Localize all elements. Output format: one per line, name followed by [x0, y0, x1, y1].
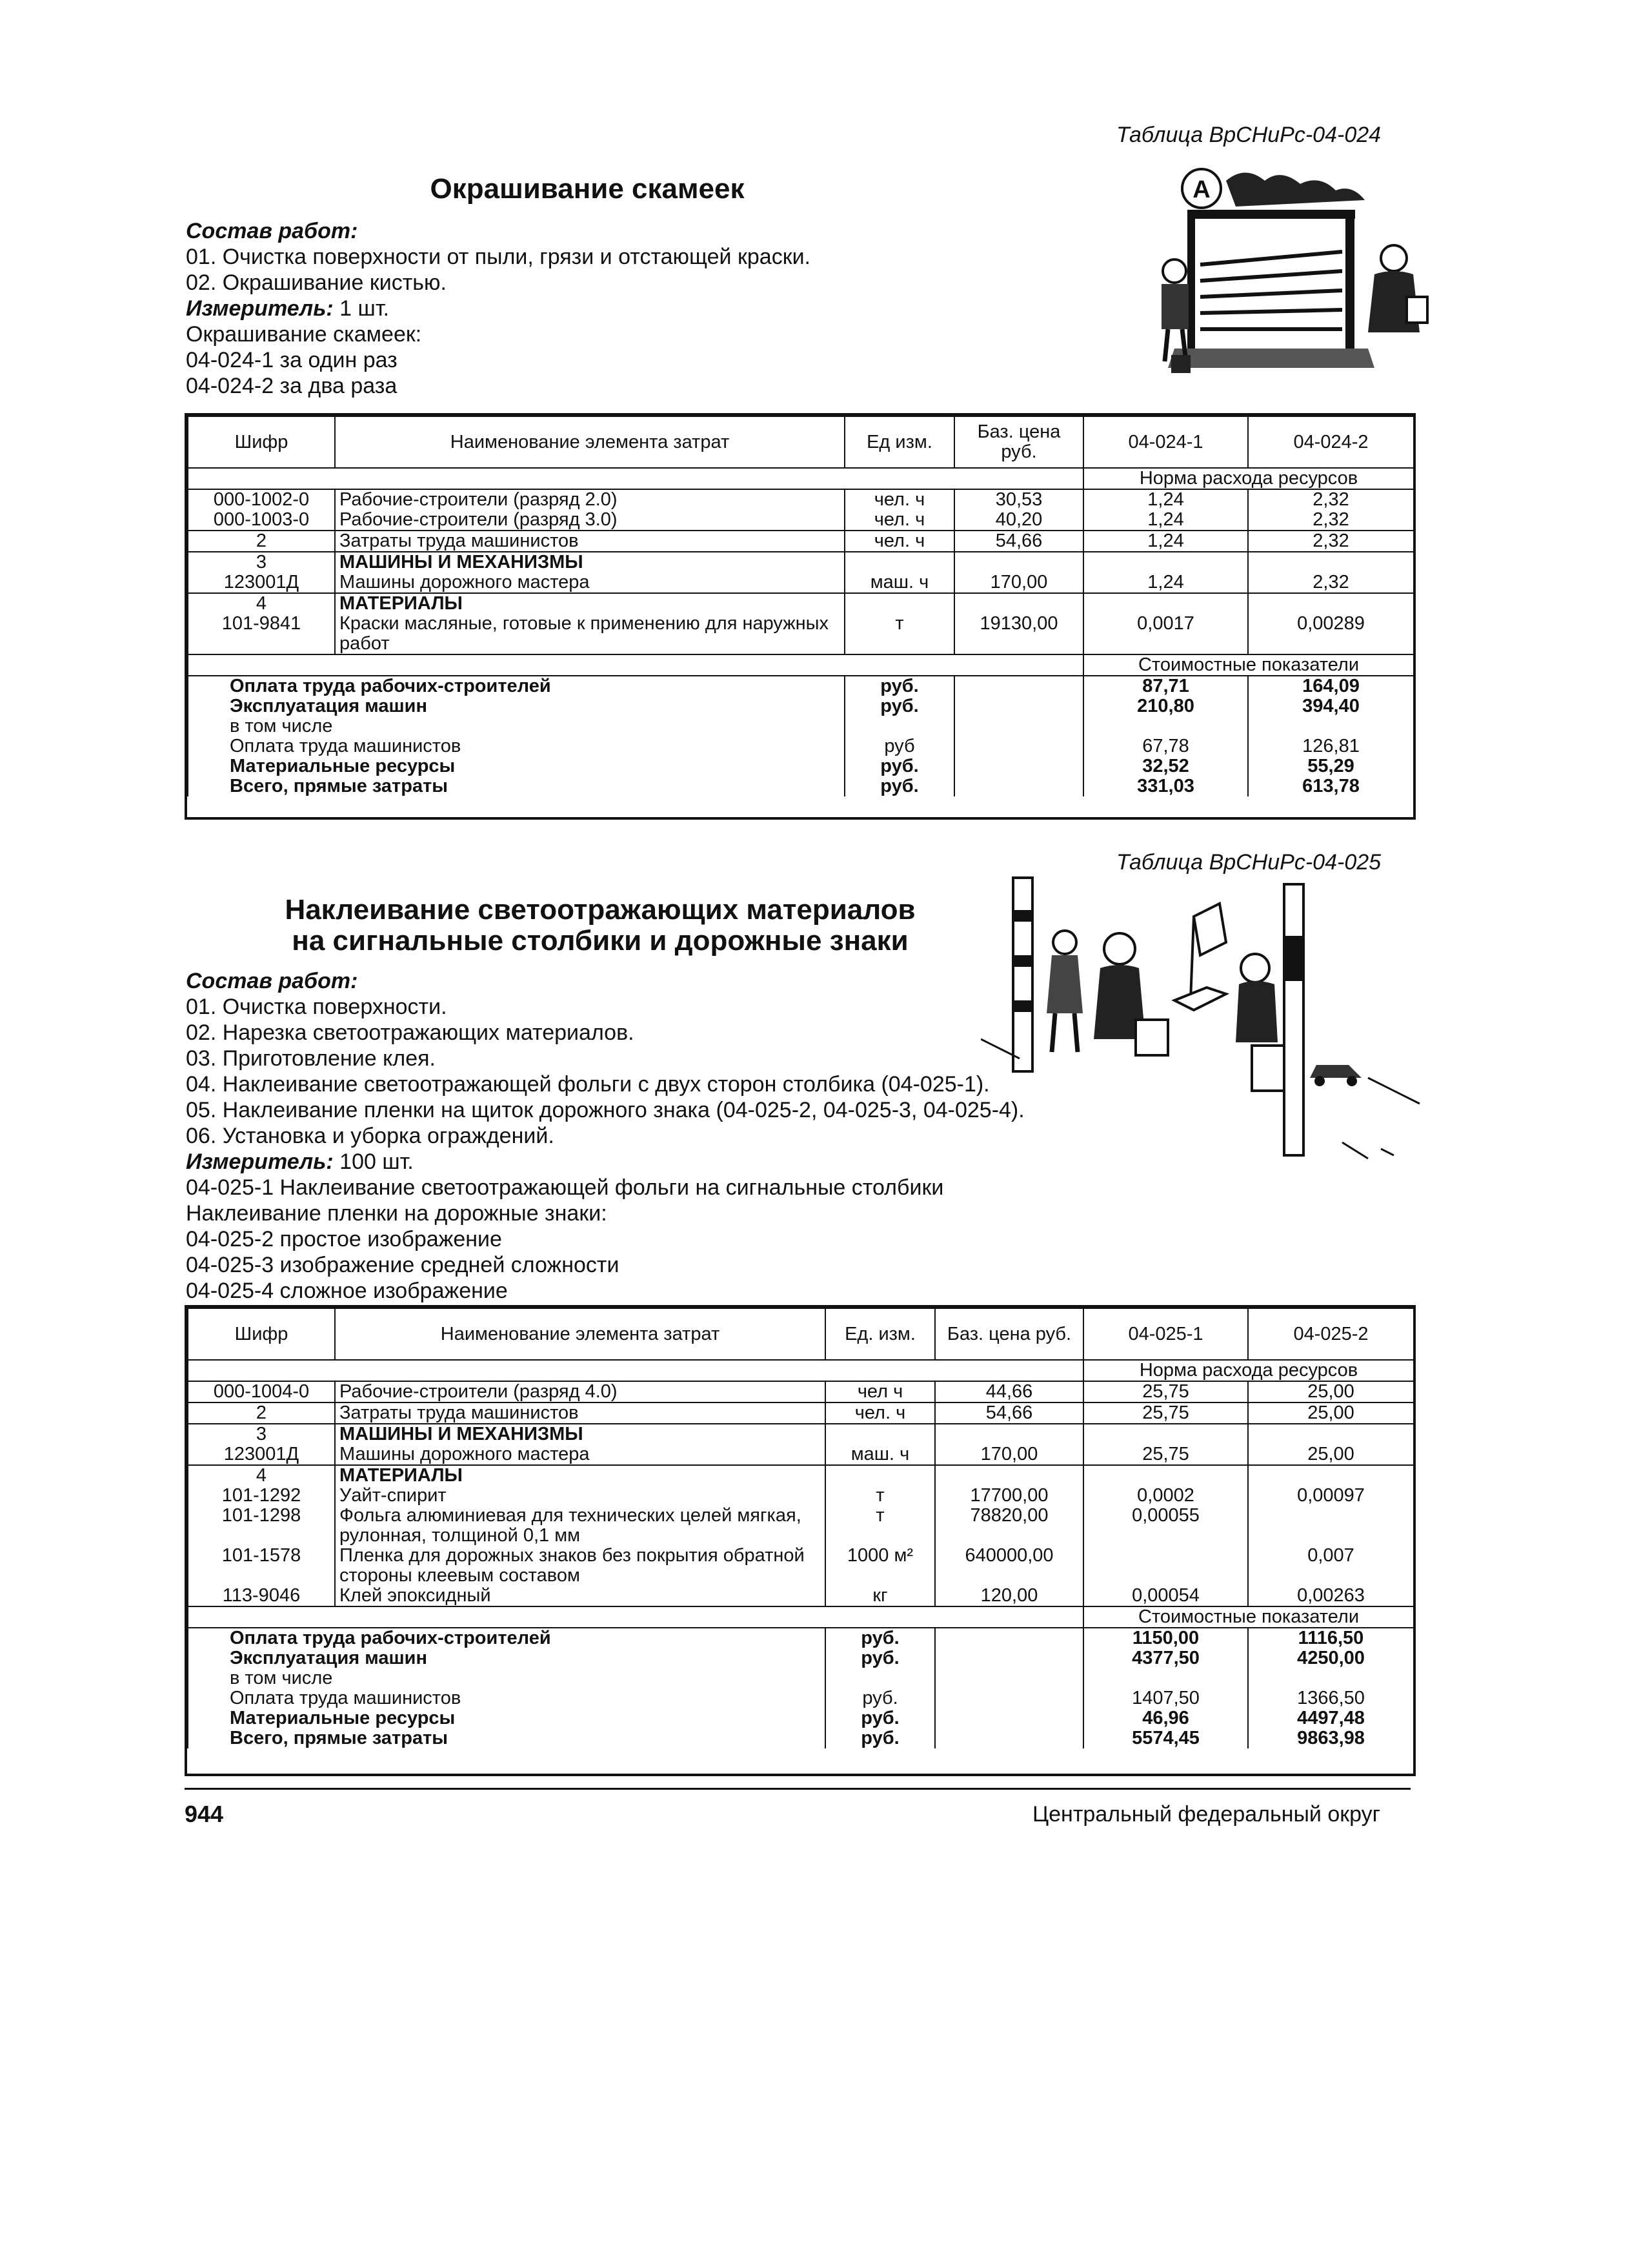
- cell-code: 4: [188, 593, 335, 614]
- intro-line: [186, 373, 810, 399]
- table-row: [188, 1465, 1414, 1486]
- intro-text: Наклеивание пленки на дорожные знаки:: [186, 1201, 607, 1226]
- intro-text: 01. Очистка поверхности от пыли, грязи и отстающей краски.: [186, 245, 811, 269]
- cost-price-empty: [954, 716, 1083, 736]
- cost-row: [188, 1728, 1414, 1748]
- intro-line: [186, 1200, 1025, 1226]
- cell-name: Рабочие-строители (разряд 2.0): [335, 489, 845, 510]
- cost-unit: руб.: [825, 1688, 935, 1708]
- cost-name: Всего, прямые затраты: [188, 1728, 825, 1748]
- cell-code: 000-1002-0: [188, 489, 335, 510]
- cell-value-1: [1083, 593, 1248, 614]
- column-header: Шифр: [188, 1308, 335, 1360]
- intro-heading: Измеритель:: [186, 1149, 334, 1174]
- cell-value-2: 25,00: [1248, 1402, 1414, 1424]
- table-header-row: [188, 416, 1414, 468]
- intro-value: 100 шт.: [333, 1149, 414, 1174]
- table-band-row: [188, 654, 1414, 676]
- cell-value-2: [1248, 1424, 1414, 1444]
- intro-value: 1 шт.: [333, 296, 390, 321]
- cell-price: 78820,00: [935, 1506, 1083, 1546]
- cost-value-2: 1366,50: [1248, 1688, 1414, 1708]
- cost-value-1: 5574,45: [1083, 1728, 1248, 1748]
- cost-row: [188, 756, 1414, 776]
- table-band-row: [188, 1360, 1414, 1381]
- column-header: Ед. изм.: [825, 1308, 935, 1360]
- intro-line: [186, 347, 810, 373]
- section-title-1: Окрашивание скамеек: [430, 173, 745, 205]
- resource-table-2: [185, 1305, 1416, 1776]
- cell-price: [954, 552, 1083, 572]
- cost-name: Материальные ресурсы: [188, 756, 845, 776]
- cost-name: в том числе: [188, 716, 845, 736]
- cost-row: [188, 1688, 1414, 1708]
- cell-name: Клей эпоксидный: [335, 1586, 825, 1606]
- cell-price: 54,66: [935, 1402, 1083, 1424]
- resource-table-1: [185, 413, 1416, 820]
- cost-price-empty: [935, 1628, 1083, 1648]
- cost-price-empty: [935, 1648, 1083, 1668]
- cell-unit: [825, 1465, 935, 1486]
- svg-text:A: A: [1192, 176, 1211, 203]
- column-header: 04-024-2: [1248, 416, 1414, 468]
- cell-unit: [845, 593, 954, 614]
- cell-unit: маш. ч: [845, 572, 954, 593]
- table-row: [188, 489, 1414, 510]
- intro-text: 04-025-2 простое изображение: [186, 1227, 502, 1251]
- cost-price-empty: [935, 1708, 1083, 1728]
- cell-unit: т: [825, 1506, 935, 1546]
- cell-code: 2: [188, 1402, 335, 1424]
- table-row: [188, 1381, 1414, 1402]
- cell-value-1: 0,00054: [1083, 1586, 1248, 1606]
- cell-price: 40,20: [954, 510, 1083, 531]
- cell-value-2: 2,32: [1248, 531, 1414, 552]
- cell-name: Пленка для дорожных знаков без покрытия обратной стороны клеевым составом: [335, 1546, 825, 1586]
- cost-unit: руб.: [845, 756, 954, 776]
- cost-row: [188, 736, 1414, 756]
- column-header: Баз. цена руб.: [954, 416, 1083, 468]
- intro-list-1: [186, 218, 810, 399]
- cost-unit: руб.: [825, 1628, 935, 1648]
- cost-value-2: 4497,48: [1248, 1708, 1414, 1728]
- cost-value-1: [1083, 1668, 1248, 1688]
- cell-value-1: [1083, 1546, 1248, 1586]
- cost-name: Оплата труда машинистов: [188, 736, 845, 756]
- cost-value-1: 331,03: [1083, 776, 1248, 796]
- cell-price: 640000,00: [935, 1546, 1083, 1586]
- section-title-2: [206, 895, 994, 957]
- cost-unit: руб.: [845, 676, 954, 696]
- road-sign-workers-illustration: [981, 871, 1445, 1168]
- cost-name: Всего, прямые затраты: [188, 776, 845, 796]
- cell-value-2: [1248, 1465, 1414, 1486]
- intro-line: [186, 244, 810, 270]
- table-row: [188, 1506, 1414, 1546]
- cost-value-2: 126,81: [1248, 736, 1414, 756]
- intro-text: 01. Очистка поверхности.: [186, 995, 447, 1019]
- cell-name: МАШИНЫ И МЕХАНИЗМЫ: [335, 1424, 825, 1444]
- intro-line: [186, 1226, 1025, 1252]
- cost-name: Эксплуатация машин: [188, 696, 845, 716]
- cell-value-2: [1248, 593, 1414, 614]
- cell-price: 30,53: [954, 489, 1083, 510]
- cell-unit: кг: [825, 1586, 935, 1606]
- cost-value-1: 1407,50: [1083, 1688, 1248, 1708]
- cell-value-1: 1,24: [1083, 572, 1248, 593]
- cost-row: [188, 776, 1414, 796]
- cell-name: Машины дорожного мастера: [335, 572, 845, 593]
- cost-value-2: 55,29: [1248, 756, 1414, 776]
- cell-unit: чел. ч: [845, 489, 954, 510]
- cost-value-2: 4250,00: [1248, 1648, 1414, 1668]
- intro-line: [186, 1020, 1025, 1046]
- cell-code: 101-1578: [188, 1546, 335, 1586]
- cell-value-1: [1083, 1465, 1248, 1486]
- cost-price-empty: [954, 756, 1083, 776]
- intro-line: [186, 1097, 1025, 1123]
- cost-value-1: 210,80: [1083, 696, 1248, 716]
- cell-code: 123001Д: [188, 1444, 335, 1465]
- cell-code: 101-9841: [188, 614, 335, 654]
- cell-value-1: 0,0002: [1083, 1486, 1248, 1506]
- bench-painting-illustration: [1149, 161, 1452, 394]
- cost-name: в том числе: [188, 1668, 825, 1688]
- table-row: [188, 1486, 1414, 1506]
- cell-code: 2: [188, 531, 335, 552]
- cell-value-1: 25,75: [1083, 1444, 1248, 1465]
- cell-value-1: 1,24: [1083, 489, 1248, 510]
- intro-line: [186, 968, 1025, 994]
- cell-value-1: 0,0017: [1083, 614, 1248, 654]
- column-header: Шифр: [188, 416, 335, 468]
- cell-price: 170,00: [954, 572, 1083, 593]
- cell-price: 44,66: [935, 1381, 1083, 1402]
- cost-name: Материальные ресурсы: [188, 1708, 825, 1728]
- cell-price: 170,00: [935, 1444, 1083, 1465]
- cell-name: МАТЕРИАЛЫ: [335, 1465, 825, 1486]
- footer-region: Центральный федеральный округ: [1032, 1802, 1381, 1827]
- cost-row: [188, 716, 1414, 736]
- column-header: Наименование элемента затрат: [335, 1308, 825, 1360]
- cell-value-2: 0,00289: [1248, 614, 1414, 654]
- cell-name: Уайт-спирит: [335, 1486, 825, 1506]
- cell-value-2: 0,00263: [1248, 1586, 1414, 1606]
- table-row: [188, 572, 1414, 593]
- cost-name: Оплата труда рабочих-строителей: [188, 676, 845, 696]
- table-row: [188, 1546, 1414, 1586]
- cost-value-1: 87,71: [1083, 676, 1248, 696]
- cell-unit: чел. ч: [845, 510, 954, 531]
- band-label: Норма расхода ресурсов: [1083, 468, 1414, 489]
- cost-value-1: 46,96: [1083, 1708, 1248, 1728]
- cell-value-1: [1083, 552, 1248, 572]
- cost-unit: руб.: [825, 1708, 935, 1728]
- table-row: [188, 552, 1414, 572]
- column-header: 04-025-2: [1248, 1308, 1414, 1360]
- cell-price: 120,00: [935, 1586, 1083, 1606]
- intro-text: Окрашивание скамеек:: [186, 322, 422, 347]
- cell-value-1: 0,00055: [1083, 1506, 1248, 1546]
- cell-unit: 1000 м²: [825, 1546, 935, 1586]
- cell-name: Машины дорожного мастера: [335, 1444, 825, 1465]
- intro-text: 04-025-1 Наклеивание светоотражающей фольги на сигнальные столбики: [186, 1175, 944, 1200]
- intro-heading: Измеритель:: [186, 296, 334, 321]
- cost-value-2: 164,09: [1248, 676, 1414, 696]
- cost-price-empty: [954, 736, 1083, 756]
- band-label: Норма расхода ресурсов: [1083, 1360, 1414, 1381]
- cell-value-2: 25,00: [1248, 1381, 1414, 1402]
- intro-line: [186, 1071, 1025, 1097]
- cost-row: [188, 676, 1414, 696]
- table-row: [188, 614, 1414, 654]
- table-row: [188, 510, 1414, 531]
- cell-name: МАШИНЫ И МЕХАНИЗМЫ: [335, 552, 845, 572]
- table-row: [188, 1402, 1414, 1424]
- table-row: [188, 1424, 1414, 1444]
- cost-unit: руб.: [825, 1728, 935, 1748]
- intro-text: 04-025-4 сложное изображение: [186, 1279, 508, 1303]
- cost-row: [188, 696, 1414, 716]
- cost-unit: [825, 1668, 935, 1688]
- cost-name: Эксплуатация машин: [188, 1648, 825, 1668]
- table-row: [188, 1586, 1414, 1606]
- cell-unit: [845, 552, 954, 572]
- cost-value-1: 1150,00: [1083, 1628, 1248, 1648]
- intro-heading: Состав работ:: [186, 219, 358, 243]
- cost-price-empty: [954, 696, 1083, 716]
- cell-value-2: 2,32: [1248, 510, 1414, 531]
- intro-line: [186, 270, 810, 296]
- intro-text: 05. Наклеивание пленки на щиток дорожного знака (04-025-2, 04-025-3, 04-025-4).: [186, 1098, 1025, 1122]
- cell-code: 3: [188, 1424, 335, 1444]
- cell-price: [935, 1424, 1083, 1444]
- cost-unit: руб: [845, 736, 954, 756]
- cost-value-1: 67,78: [1083, 736, 1248, 756]
- intro-text: 04-024-2 за два раза: [186, 374, 397, 398]
- cost-name: Оплата труда рабочих-строителей: [188, 1628, 825, 1648]
- section-title-2-line2: на сигнальные столбики и дорожные знаки: [292, 925, 909, 957]
- cell-value-2: 0,007: [1248, 1546, 1414, 1586]
- cost-row: [188, 1648, 1414, 1668]
- cost-value-2: 1116,50: [1248, 1628, 1414, 1648]
- band-spacer: [188, 1360, 1083, 1381]
- intro-text: 02. Нарезка светоотражающих материалов.: [186, 1020, 634, 1045]
- intro-text: 06. Установка и уборка ограждений.: [186, 1124, 554, 1148]
- cell-code: 000-1004-0: [188, 1381, 335, 1402]
- intro-line: [186, 1046, 1025, 1071]
- cell-code: 3: [188, 552, 335, 572]
- cell-value-2: 25,00: [1248, 1444, 1414, 1465]
- table-band-row: [188, 468, 1414, 489]
- cell-value-1: 25,75: [1083, 1402, 1248, 1424]
- cost-value-1: 32,52: [1083, 756, 1248, 776]
- cost-price-empty: [935, 1668, 1083, 1688]
- cost-value-2: 9863,98: [1248, 1728, 1414, 1748]
- cell-code: 123001Д: [188, 572, 335, 593]
- band-spacer: [188, 468, 1083, 489]
- section-title-2-line1: Наклеивание светоотражающих материалов: [285, 894, 916, 926]
- intro-heading: Состав работ:: [186, 969, 358, 993]
- cost-value-1: 4377,50: [1083, 1648, 1248, 1668]
- table-row: [188, 531, 1414, 552]
- cell-price: 17700,00: [935, 1486, 1083, 1506]
- cell-name: Затраты труда машинистов: [335, 1402, 825, 1424]
- intro-line: [186, 296, 810, 321]
- cell-unit: маш. ч: [825, 1444, 935, 1465]
- table-band-row: [188, 1606, 1414, 1628]
- cell-name: Фольга алюминиевая для технических целей мягкая, рулонная, толщиной 0,1 мм: [335, 1506, 825, 1546]
- column-header: Наименование элемента затрат: [335, 416, 845, 468]
- band-spacer: [188, 1606, 1083, 1628]
- cost-value-2: [1248, 1668, 1414, 1688]
- cost-unit: руб.: [845, 696, 954, 716]
- intro-line: [186, 1123, 1025, 1149]
- intro-list-2: [186, 968, 1025, 1304]
- cell-value-1: 25,75: [1083, 1381, 1248, 1402]
- band-spacer: [188, 654, 1083, 676]
- intro-line: [186, 218, 810, 244]
- intro-text: 04-024-1 за один раз: [186, 348, 397, 372]
- cell-code: 113-9046: [188, 1586, 335, 1606]
- cost-price-empty: [954, 676, 1083, 696]
- intro-text: 04-025-3 изображение средней сложности: [186, 1253, 619, 1277]
- cell-price: 54,66: [954, 531, 1083, 552]
- intro-line: [186, 1278, 1025, 1304]
- cost-unit: руб.: [845, 776, 954, 796]
- cell-price: 19130,00: [954, 614, 1083, 654]
- cell-price: [935, 1465, 1083, 1486]
- cell-unit: чел. ч: [825, 1402, 935, 1424]
- column-header: 04-025-1: [1083, 1308, 1248, 1360]
- cost-row: [188, 1628, 1414, 1648]
- cell-name: Затраты труда машинистов: [335, 531, 845, 552]
- cost-row: [188, 1668, 1414, 1688]
- table-label-2: Таблица ВрСНиРс-04-025: [1116, 850, 1382, 875]
- table-header-row: [188, 1308, 1414, 1360]
- cost-name: Оплата труда машинистов: [188, 1688, 825, 1708]
- intro-line: [186, 321, 810, 347]
- cell-unit: т: [845, 614, 954, 654]
- intro-line: [186, 1175, 1025, 1200]
- column-header: 04-024-1: [1083, 416, 1248, 468]
- column-header: Баз. цена руб.: [935, 1308, 1083, 1360]
- cell-code: 000-1003-0: [188, 510, 335, 531]
- footer-rule: [185, 1788, 1411, 1790]
- cell-unit: т: [825, 1486, 935, 1506]
- cell-code: 101-1292: [188, 1486, 335, 1506]
- cell-value-1: 1,24: [1083, 531, 1248, 552]
- cell-price: [954, 593, 1083, 614]
- intro-text: 03. Приготовление клея.: [186, 1046, 436, 1071]
- cell-code: 101-1298: [188, 1506, 335, 1546]
- cell-value-1: 1,24: [1083, 510, 1248, 531]
- intro-line: [186, 994, 1025, 1020]
- cost-value-2: 613,78: [1248, 776, 1414, 796]
- cost-unit: [845, 716, 954, 736]
- band-label: Стоимостные показатели: [1083, 1606, 1414, 1628]
- cell-code: 4: [188, 1465, 335, 1486]
- cell-value-2: 0,00097: [1248, 1486, 1414, 1506]
- cell-unit: [825, 1424, 935, 1444]
- cell-name: Краски масляные, готовые к применению для наружных работ: [335, 614, 845, 654]
- cell-unit: чел ч: [825, 1381, 935, 1402]
- table-label-1: Таблица ВрСНиРс-04-024: [1116, 123, 1382, 147]
- column-header: Ед изм.: [845, 416, 954, 468]
- cost-price-empty: [935, 1688, 1083, 1708]
- intro-text: 02. Окрашивание кистью.: [186, 270, 447, 295]
- intro-line: [186, 1149, 1025, 1175]
- intro-text: 04. Наклеивание светоотражающей фольги с двух сторон столбика (04-025-1).: [186, 1072, 990, 1097]
- table-row: [188, 593, 1414, 614]
- cell-value-2: 2,32: [1248, 572, 1414, 593]
- cost-value-2: [1248, 716, 1414, 736]
- cost-value-2: 394,40: [1248, 696, 1414, 716]
- cost-price-empty: [954, 776, 1083, 796]
- cost-unit: руб.: [825, 1648, 935, 1668]
- cost-price-empty: [935, 1728, 1083, 1748]
- cell-name: Рабочие-строители (разряд 3.0): [335, 510, 845, 531]
- cell-name: МАТЕРИАЛЫ: [335, 593, 845, 614]
- cost-value-1: [1083, 716, 1248, 736]
- cell-unit: чел. ч: [845, 531, 954, 552]
- cell-name: Рабочие-строители (разряд 4.0): [335, 1381, 825, 1402]
- page-number: 944: [185, 1801, 224, 1827]
- cell-value-2: [1248, 552, 1414, 572]
- cost-row: [188, 1708, 1414, 1728]
- cell-value-2: 2,32: [1248, 489, 1414, 510]
- intro-line: [186, 1252, 1025, 1278]
- cell-value-2: [1248, 1506, 1414, 1546]
- band-label: Стоимостные показатели: [1083, 654, 1414, 676]
- table-row: [188, 1444, 1414, 1465]
- cell-value-1: [1083, 1424, 1248, 1444]
